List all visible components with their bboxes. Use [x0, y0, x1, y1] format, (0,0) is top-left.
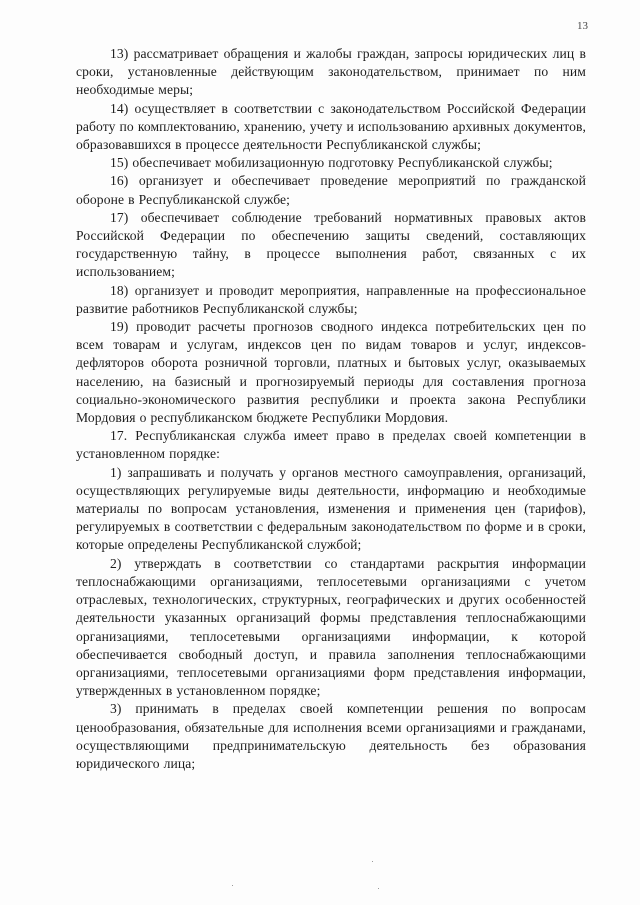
paragraph-item-15: 15) обеспечивает мобилизационную подготовку Республиканской службы;	[110, 155, 553, 171]
page-number: 13	[577, 20, 588, 32]
scan-speck	[372, 861, 373, 862]
paragraph-item-16: 16) организует и обеспечивает проведение мероприятий по гражданской обороне в Республиканской службе;	[76, 173, 586, 207]
right-item-1: 1) запрашивать и получать у органов местного самоуправления, организаций, осуществляющих регулируемые виды деятельности, информацию и необходимые материалы по вопросам установления, изменения и применения цен (тарифов), регулируемых в соответствии с федеральным законодательством по форме и в сроки, которые определены Республиканской службой;	[76, 464, 586, 553]
right-item-3: 3) принимать в пределах своей компетенции решения по вопросам ценообразования, обязательные для исполнения всеми организациями и гражданами, осуществляющими предпринимательскую деятельность без образования юридического лица;	[76, 701, 586, 771]
paragraph-item-19: 19) проводит расчеты прогнозов сводного индекса потребительских цен по всем товарам и услугам, индексов цен по видам товаров и услуг, индексов-дефляторов оборота розничной торговли, платных и бытовых услуг, оказываемых населению, на базисный и прогнозируемый периоды для составления прогноза социально-экономического развития республики и проекта закона Республики Мордовия о республиканском бюджете Республики Мордовия.	[76, 319, 586, 426]
scan-speck	[378, 888, 379, 889]
paragraph-item-14: 14) осуществляет в соответствии с законодательством Российской Федерации работу по комплектованию, хранению, учету и использованию архивных документов, образовавшихся в процессе деятельности Республиканской службы;	[76, 100, 586, 153]
paragraph-item-17: 17) обеспечивает соблюдение требований нормативных правовых актов Российской Федерации по обеспечению защиты сведений, составляющих государственную тайну, в процессе выполнения работ, связанных с их использованием;	[76, 209, 586, 280]
right-item-2: 2) утверждать в соответствии со стандартами раскрытия информации теплоснабжающими организациями, теплосетевыми организациями с учетом отраслевых, технологических, структурных, географических и других особенностей деятельности указанных организаций формы представления теплоснабжающими организациями, теплосетевыми организациями информации, к которой обеспечивается свободный доступ, и правила заполнения теплоснабжающими организациями, теплосетевыми организациями форм представления информации, утвержденных в установленном порядке;	[76, 555, 586, 699]
paragraph-item-13: 13) рассматривает обращения и жалобы граждан, запросы юридических лиц в сроки, установленные действующим законодательством, принимает по ним необходимые меры;	[76, 46, 586, 98]
document-body	[76, 45, 586, 773]
section-17-heading: 17. Республиканская служба имеет право в пределах своей компетенции в установленном порядке:	[76, 428, 586, 462]
scan-speck	[232, 885, 233, 886]
paragraph-item-18: 18) организует и проводит мероприятия, направленные на профессиональное развитие работников Республиканской службы;	[76, 282, 586, 316]
